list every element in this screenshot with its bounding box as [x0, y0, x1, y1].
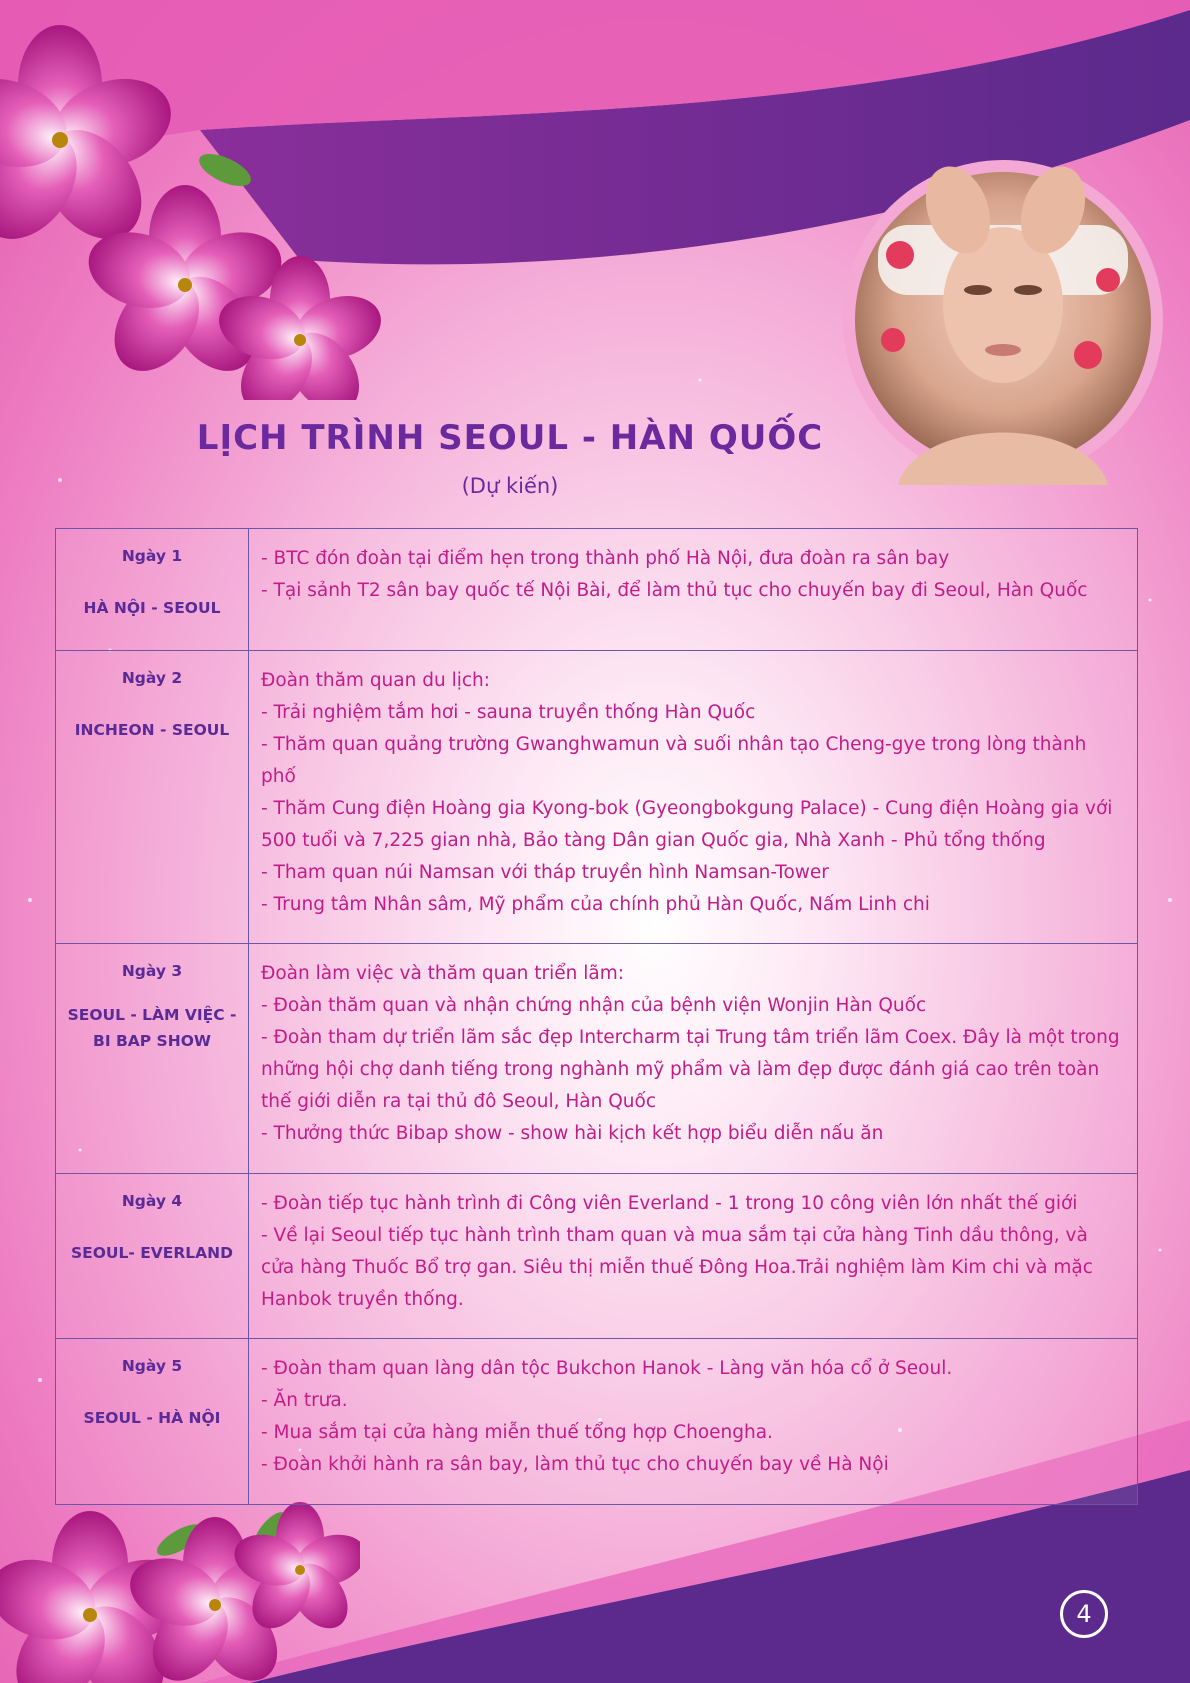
- page-subtitle: (Dự kiến): [461, 474, 559, 498]
- activity-line: - Thưởng thức Bibap show - show hài kịch kết hợp biểu diễn nấu ăn: [261, 1123, 884, 1144]
- day-label: Ngày 3: [121, 962, 183, 980]
- activity-line: - Đoàn thăm quan và nhận chứng nhận của bệnh viện Wonjin Hàn Quốc: [261, 995, 927, 1016]
- day-label: Ngày 4: [121, 1192, 183, 1210]
- activity-line: - BTC đón đoàn tại điểm hẹn trong thành phố Hà Nội, đưa đoàn ra sân bay: [261, 548, 950, 569]
- activity-line: - Tham quan núi Namsan với tháp truyền hình Namsan-Tower: [261, 862, 829, 883]
- route-label: SEOUL- EVERLAND: [70, 1244, 234, 1262]
- day-cell: [56, 944, 249, 1174]
- itinerary-row: [56, 1339, 1138, 1505]
- activity-line: Đoàn thăm quan du lịch:: [261, 670, 490, 691]
- pink-flower-icon: [0, 1500, 360, 1683]
- activity-line: - Tại sảnh T2 sân bay quốc tế Nội Bài, để làm thủ tục cho chuyến bay đi Seoul, Hàn Quốc: [261, 580, 1088, 601]
- activities-cell: [249, 529, 1138, 651]
- activity-line: - Đoàn khởi hành ra sân bay, làm thủ tục cho chuyến bay về Hà Nội: [261, 1454, 889, 1475]
- activity-line: - Đoàn tiếp tục hành trình đi Công viên Everland - 1 trong 10 công viên lớn nhất thế giới: [261, 1193, 1078, 1214]
- day-cell: [56, 1339, 249, 1505]
- day-cell: [56, 1174, 249, 1339]
- day-cell: [56, 529, 249, 651]
- route-label: INCHEON - SEOUL: [74, 721, 230, 739]
- activities-cell: [249, 1339, 1138, 1505]
- activity-line: - Mua sắm tại cửa hàng miễn thuế tổng hợp Choengha.: [261, 1422, 773, 1443]
- itinerary-row: [56, 651, 1138, 944]
- itinerary-row: [56, 1174, 1138, 1339]
- activity-line: - Thăm Cung điện Hoàng gia Kyong-bok (Gyeongbokgung Palace) - Cung điện Hoàng gia với 500 tuổi và 7,225 gian nhà, Bảo tàng Dân gian Quốc gia, Nhà Xanh - Phủ tổng thống: [261, 798, 1113, 851]
- activity-line: Đoàn làm việc và thăm quan triển lãm:: [261, 963, 625, 984]
- activities-cell: [249, 1174, 1138, 1339]
- day-label: Ngày 1: [121, 547, 183, 565]
- day-label: Ngày 2: [121, 669, 183, 687]
- page-number: 4: [1060, 1590, 1108, 1638]
- itinerary-row: [56, 944, 1138, 1174]
- itinerary-row: [56, 529, 1138, 651]
- activity-line: - Về lại Seoul tiếp tục hành trình tham quan và mua sắm tại cửa hàng Tinh dầu thông, và cửa hàng Thuốc Bổ trợ gan. Siêu thị miễn thuế Đông Hoa.Trải nghiệm làm Kim chi và mặc Hanbok truyền thống.: [261, 1225, 1093, 1310]
- route-label: SEOUL - HÀ NỘI: [83, 1409, 221, 1427]
- itinerary-table: [55, 528, 1138, 1505]
- activities-cell: [249, 944, 1138, 1174]
- activity-line: - Đoàn tham quan làng dân tộc Bukchon Hanok - Làng văn hóa cổ ở Seoul.: [261, 1358, 953, 1379]
- day-label: Ngày 5: [121, 1357, 183, 1375]
- route-label: HÀ NỘI - SEOUL: [83, 599, 221, 617]
- activity-line: - Trải nghiệm tắm hơi - sauna truyền thống Hàn Quốc: [261, 702, 756, 723]
- day-cell: [56, 651, 249, 944]
- route-label: SEOUL - LÀM VIỆC - BI BAP SHOW: [67, 1006, 237, 1050]
- activity-line: - Trung tâm Nhân sâm, Mỹ phẩm của chính phủ Hàn Quốc, Nấm Linh chi: [261, 894, 930, 915]
- activity-line: - Thăm quan quảng trường Gwanghwamun và suối nhân tạo Cheng-gye trong lòng thành phố: [261, 734, 1087, 787]
- activity-line: - Đoàn tham dự triển lãm sắc đẹp Intercharm tại Trung tâm triển lãm Coex. Đây là một trong những hội chợ danh tiếng trong nghành mỹ phẩm và làm đẹp được đánh giá cao trên toàn thế giới diễn ra tại thủ đô Seoul, Hàn Quốc: [261, 1027, 1120, 1112]
- page-title: LỊCH TRÌNH SEOUL - HÀN QUỐC: [196, 418, 824, 458]
- activity-line: - Ăn trưa.: [261, 1390, 348, 1411]
- activities-cell: [249, 651, 1138, 944]
- pink-flower-icon: [0, 0, 390, 400]
